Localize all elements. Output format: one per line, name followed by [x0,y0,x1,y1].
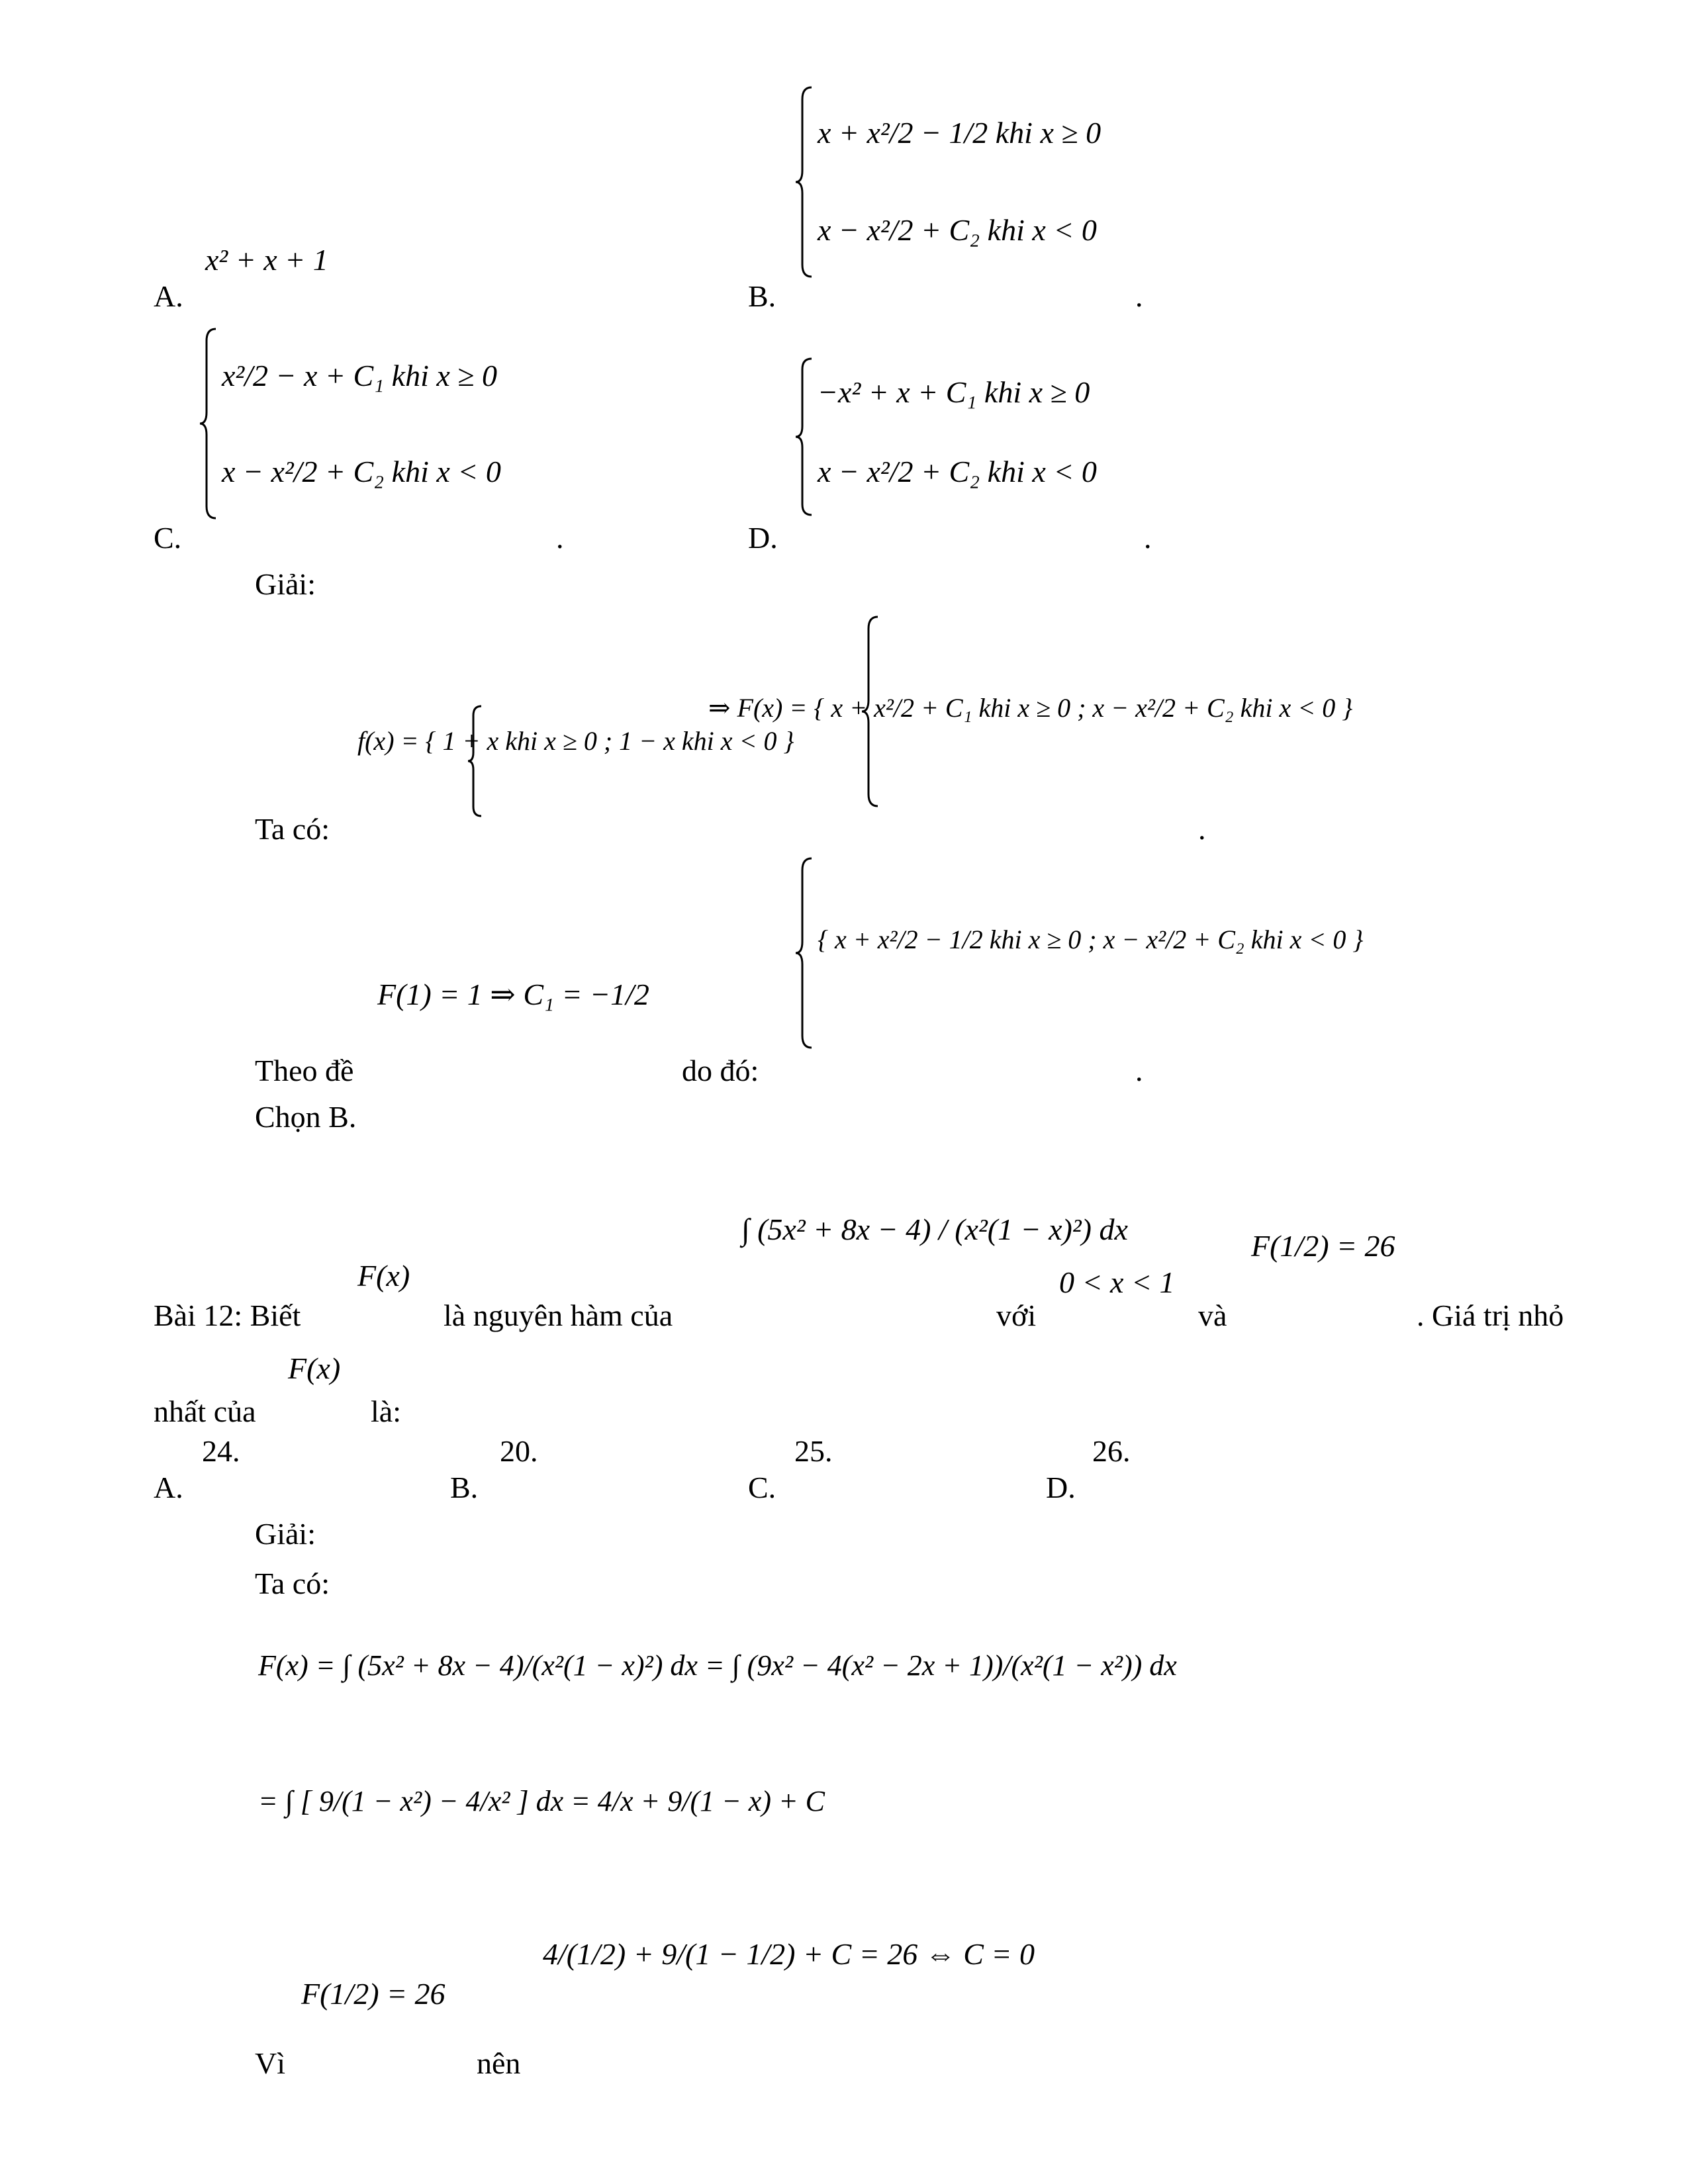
option-value: 24. [202,1434,240,1468]
brace-icon [794,357,814,516]
option-label: B. [748,279,776,313]
option-value: 26. [1092,1434,1131,1468]
option-label: D. [1046,1471,1076,1504]
q12-text-1: Bài 12: Biết [154,1298,301,1332]
option-label: D. [748,521,778,555]
option-c-row1: x²/2 − x + C₁ khi x ≥ 0 [222,359,498,392]
end-dot: . [1198,812,1206,846]
end-dot: . [1135,1054,1143,1087]
choose-answer: Chọn B. [255,1100,357,1134]
f-definition: f(x) = { 1 + x khi x ≥ 0 ; 1 − x khi x < 0 } [357,726,794,756]
integrand: ∫ (5x² + 8x − 4) / (x²(1 − x)²) dx [741,1212,1128,1246]
q12-text-2: là nguyên hàm của [444,1298,673,1332]
solution-heading: Giải: [255,567,316,601]
Fx-label: F(x) [288,1351,341,1385]
option-end: . [1135,279,1143,313]
option-label: A. [154,1471,183,1504]
nen-equation: 4/(1/2) + 9/(1 − 1/2) + C = 26 ⇔ C = 0 [543,1937,1035,1971]
option-label: A. [154,279,183,313]
option-b-row1: x + x²/2 − 1/2 khi x ≥ 0 [818,116,1102,150]
vi-text: Vì [255,2046,285,2080]
final-F: { x + x²/2 − 1/2 khi x ≥ 0 ; x − x²/2 + C₂ khi x < 0 } [818,925,1364,954]
solution-line-2: = ∫ [ 9/(1 − x²) − 4/x² ] dx = 4/x + 9/(1 − x) + C [258,1785,825,1817]
option-c-row2: x − x²/2 + C₂ khi x < 0 [222,455,501,488]
F-definition: ⇒ F(x) = { x + x²/2 + C₁ khi x ≥ 0 ; x − x²/2 + C₂ khi x < 0 } [708,693,1353,723]
solution-line-1: F(x) = ∫ (5x² + 8x − 4)/(x²(1 − x)²) dx = ∫ (9x² − 4(x² − 2x + 1))/(x²(1 − x²)) dx [258,1649,1177,1682]
option-label: B. [450,1471,479,1504]
option-d-row1: −x² + x + C₁ khi x ≥ 0 [818,375,1090,409]
vi-condition: F(1/2) = 26 [301,1977,445,2011]
option-b-row2: x − x²/2 + C₂ khi x < 0 [818,213,1097,247]
condition-F1: F(1) = 1 ⇒ C₁ = −1/2 [377,978,649,1011]
option-label: C. [154,521,182,555]
ta-co: Ta có: [255,812,330,846]
brace-icon [794,86,814,278]
q12-text-3: với [996,1298,1037,1332]
do-do: do đó: [682,1054,759,1087]
option-value: 25. [794,1434,833,1468]
theo-de: Theo đề [255,1054,354,1087]
q12-text-5: . Giá trị nhỏ [1417,1298,1564,1332]
brace-icon [794,857,814,1049]
option-d-row2: x − x²/2 + C₂ khi x < 0 [818,455,1097,488]
option-end: . [556,521,564,555]
Fx-label: F(x) [357,1259,410,1293]
domain-condition: 0 < x < 1 [1059,1265,1175,1299]
option-end: . [1144,521,1152,555]
nen-text: nên [477,2046,521,2080]
q12-text-6: nhất của [154,1394,256,1428]
ta-co: Ta có: [255,1567,330,1600]
option-a-expr: x² + x + 1 [205,243,328,277]
q12-text-4: và [1198,1298,1227,1332]
brace-icon [199,328,218,520]
brace-icon [467,705,483,817]
F-half-condition: F(1/2) = 26 [1251,1229,1395,1263]
option-label: C. [748,1471,776,1504]
option-value: 20. [500,1434,538,1468]
q12-text-7: là: [371,1394,401,1428]
solution-heading: Giải: [255,1517,316,1551]
